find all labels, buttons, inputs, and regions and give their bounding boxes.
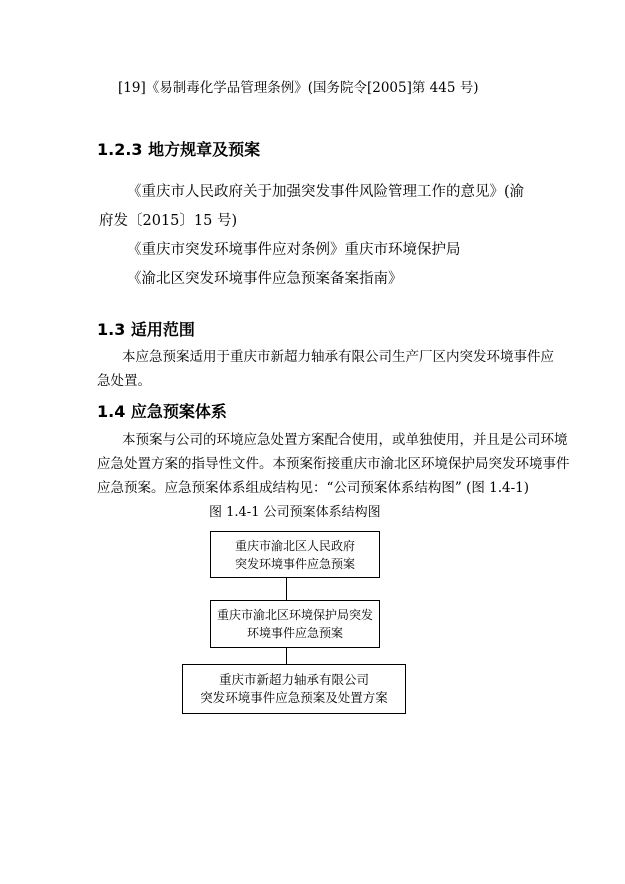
system-paragraph-line-2: 应急处置方案的指导性文件。本预案衔接重庆市渝北区环境保护局突发环境事件 bbox=[97, 456, 570, 472]
system-paragraph-line-3: 应急预案。应急预案体系组成结构见：“公司预案体系结构图” (图 1.4-1) bbox=[97, 480, 530, 496]
diagram-box-environment-bureau bbox=[210, 600, 380, 648]
diagram-connector-line bbox=[286, 648, 287, 664]
section-heading-1-2-3: 1.2.3 地方规章及预案 bbox=[97, 140, 261, 159]
diagram-box-line: 突发环境事件应急预案及处置方案 bbox=[200, 690, 388, 705]
figure-caption: 图 1.4-1 公司预案体系结构图 bbox=[209, 505, 381, 520]
section-heading-1-3: 1.3 适用范围 bbox=[97, 320, 195, 339]
reference-item-19: [19]《易制毒化学品管理条例》(国务院令[2005]第 445 号) bbox=[118, 80, 479, 96]
diagram-box-line: 重庆市渝北区人民政府 bbox=[234, 538, 355, 553]
diagram-box-district-government bbox=[210, 531, 380, 578]
diagram-box-line: 环境事件应急预案 bbox=[246, 626, 343, 640]
scope-paragraph-line-2: 急处置。 bbox=[97, 373, 151, 389]
regulation-item-2: 《重庆市突发环境事件应对条例》重庆市环境保护局 bbox=[127, 242, 461, 258]
diagram-box-line: 重庆市渝北区环境保护局突发 bbox=[216, 608, 373, 622]
regulation-item-1: 《重庆市人民政府关于加强突发事件风险管理工作的意见》(渝 bbox=[127, 184, 525, 200]
scope-paragraph-line-1: 本应急预案适用于重庆市新超力轴承有限公司生产厂区内突发环境事件应 bbox=[122, 349, 554, 365]
diagram-box-line: 重庆市新超力轴承有限公司 bbox=[218, 672, 369, 687]
regulation-item-3: 《渝北区突发环境事件应急预案备案指南》 bbox=[127, 271, 403, 287]
section-heading-1-4: 1.4 应急预案体系 bbox=[97, 402, 227, 421]
system-paragraph-line-1: 本预案与公司的环境应急处置方案配合使用，或单独使用，并且是公司环境 bbox=[122, 432, 568, 448]
diagram-box-company-plan bbox=[182, 664, 406, 714]
regulation-item-1-continued: 府发〔2015〕15 号) bbox=[99, 213, 238, 229]
diagram-box-line: 突发环境事件应急预案 bbox=[234, 556, 355, 571]
diagram-connector-line bbox=[286, 578, 287, 600]
